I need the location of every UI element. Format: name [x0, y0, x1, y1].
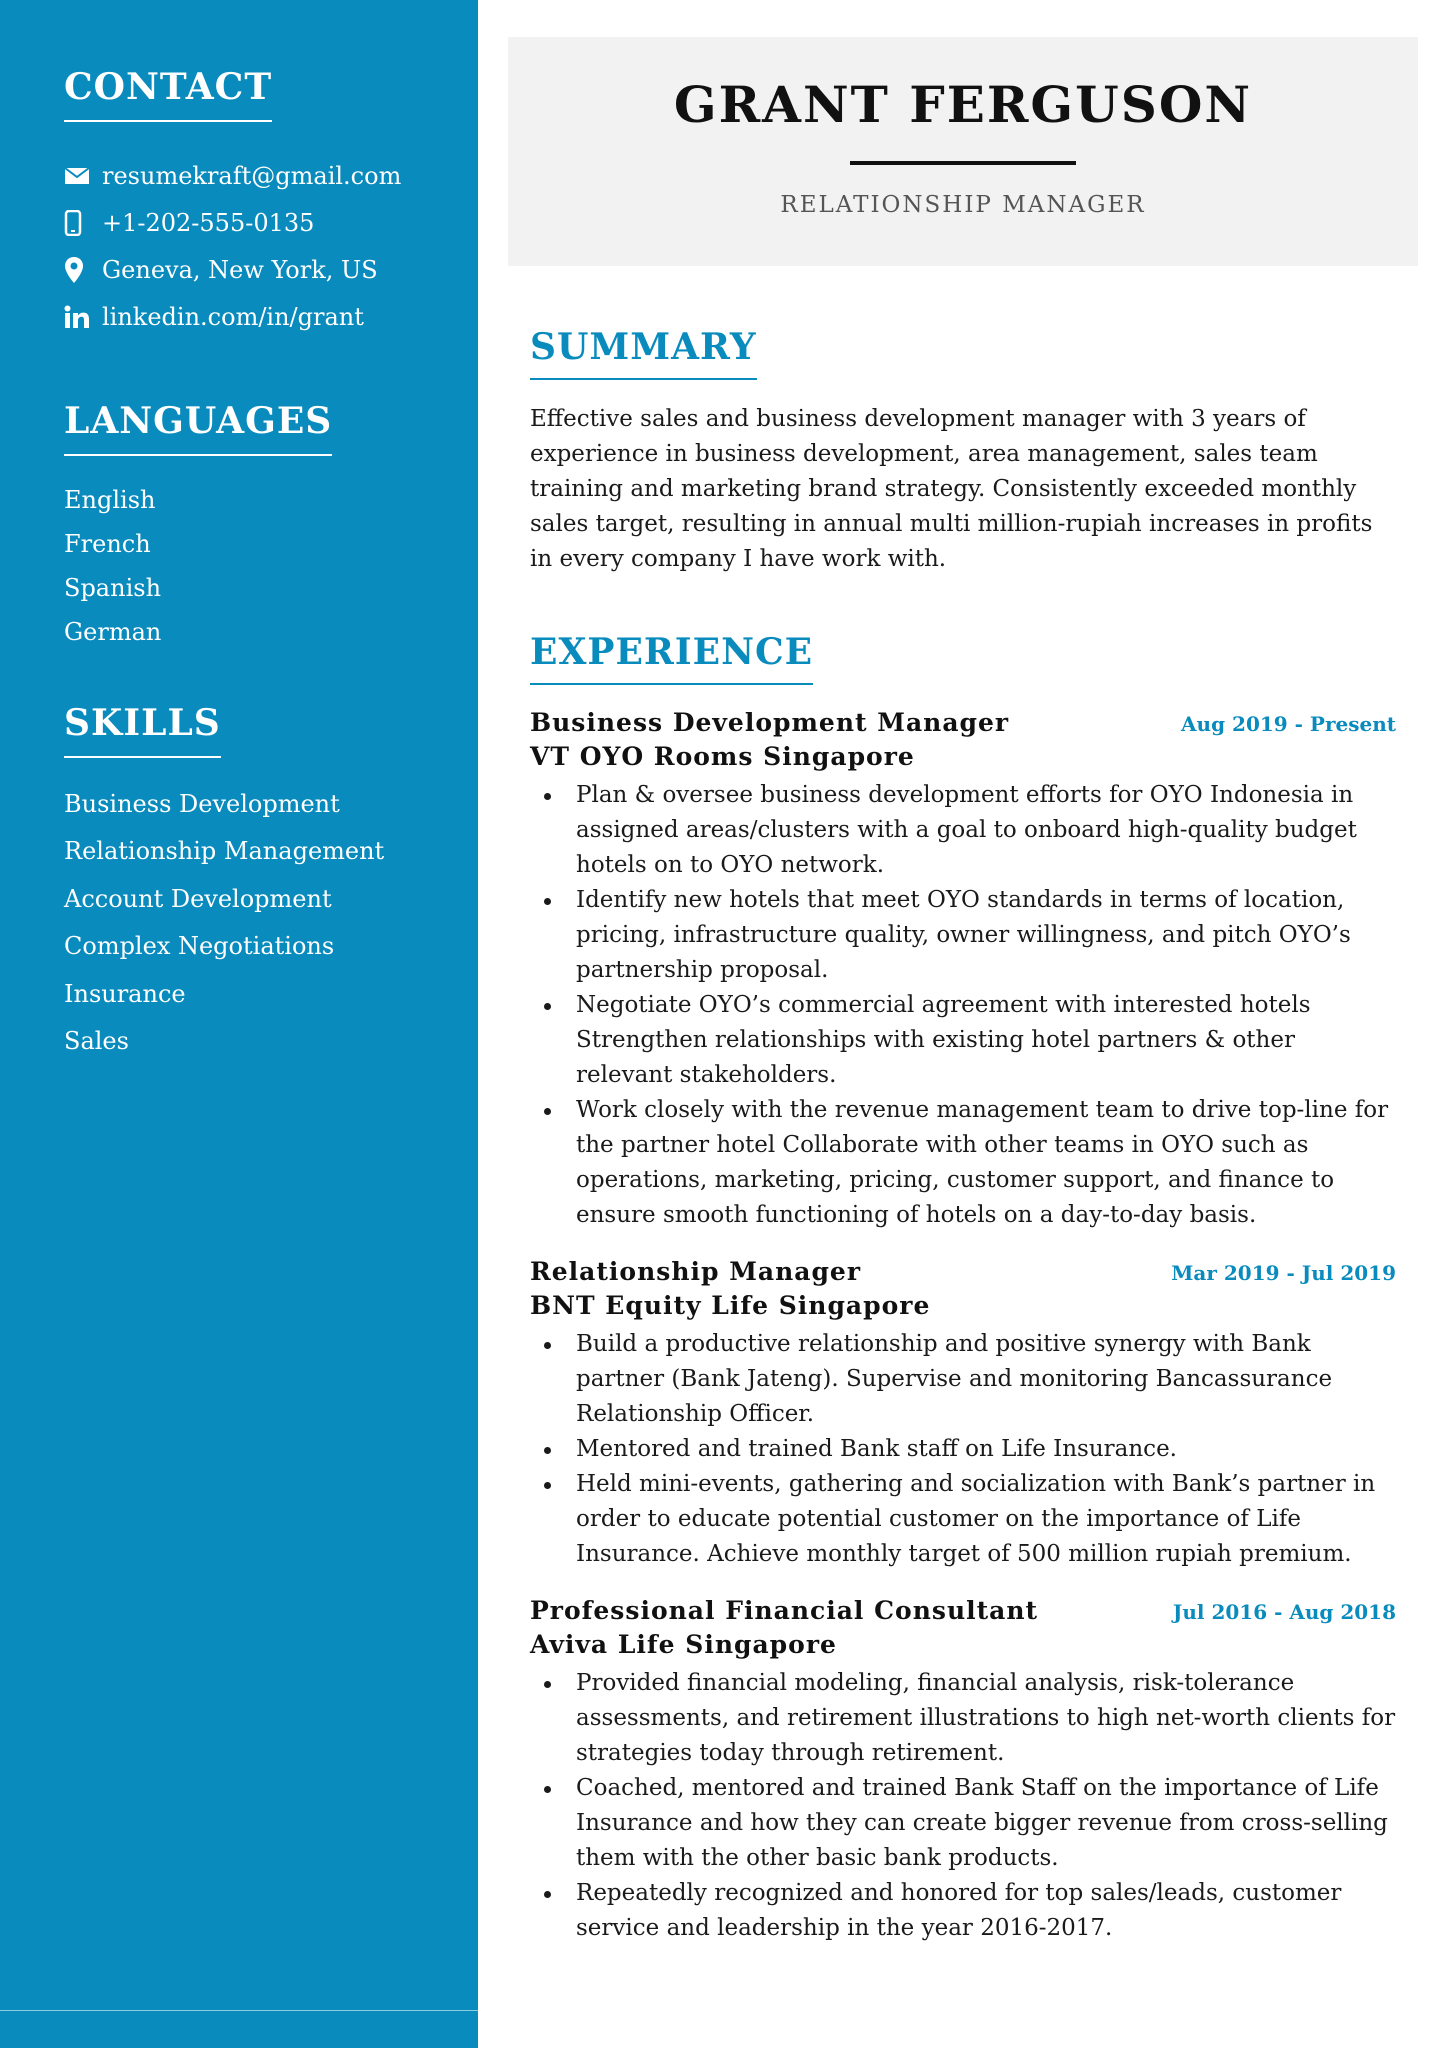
- job-company: Aviva Life Singapore: [530, 1630, 837, 1659]
- contact-linkedin-text: linkedin.com/in/grant: [102, 302, 364, 331]
- job-bullet: Identify new hotels that meet OYO standards in terms of location, pricing, infrastructure quality, owner willingness, and pitch OYO’s partnership proposal.: [530, 883, 1396, 988]
- skill-item: Insurance: [64, 979, 186, 1008]
- languages-section: [64, 400, 332, 654]
- job-header: [530, 1596, 1396, 1630]
- job-role: Relationship Manager: [530, 1257, 862, 1286]
- job-bullet: Mentored and trained Bank staff on Life Insurance.: [530, 1432, 1396, 1467]
- job-bullet: Plan & oversee business development efforts for OYO Indonesia in assigned areas/clusters with a goal to onboard high-quality budget hotels on to OYO network.: [530, 778, 1396, 883]
- job-dates: Aug 2019 - Present: [1181, 712, 1396, 736]
- language-item: Spanish: [64, 574, 162, 602]
- contact-email[interactable]: [64, 152, 401, 199]
- job-bullet: Provided financial modeling, financial analysis, risk-tolerance assessments, and retirement illustrations to high net-worth clients for strategies today through retirement.: [530, 1666, 1396, 1771]
- contact-phone[interactable]: [64, 199, 401, 246]
- location-icon: [64, 256, 102, 284]
- summary-heading: SUMMARY: [530, 326, 757, 380]
- job-entry: [530, 1257, 1396, 1572]
- summary-text: Effective sales and business development manager with 3 years of experience in business development, area management, sales team training and marketing brand strategy. Consistently exceeded monthly sales target, resulting in annual multi million-rupiah increases in profits in every company I have work with.: [530, 406, 1373, 572]
- candidate-title: RELATIONSHIP MANAGER: [780, 192, 1146, 218]
- skill-item: Complex Negotiations: [64, 932, 335, 961]
- skills-heading: SKILLS: [64, 702, 221, 758]
- job-company: VT OYO Rooms Singapore: [530, 742, 915, 771]
- experience-heading: EXPERIENCE: [530, 631, 813, 685]
- contact-section: [64, 66, 401, 340]
- job-header: [530, 708, 1396, 742]
- job-entry: [530, 708, 1396, 1233]
- linkedin-icon: [64, 305, 102, 329]
- skill-item: Sales: [64, 1027, 129, 1056]
- language-item: English: [64, 486, 156, 514]
- job-bullet: Coached, mentored and trained Bank Staff on the importance of Life Insurance and how they can create bigger revenue from cross-selling them with the other basic bank products.: [530, 1771, 1396, 1876]
- job-dates: Jul 2016 - Aug 2018: [1172, 1600, 1396, 1624]
- job-bullet: Negotiate OYO’s commercial agreement with interested hotels Strengthen relationships with existing hotel partners & other relevant stakeholders.: [530, 988, 1396, 1093]
- contact-location-text: Geneva, New York, US: [102, 255, 378, 284]
- phone-icon: [64, 210, 102, 236]
- job-bullets: [530, 1666, 1396, 1946]
- skill-item: Account Development: [64, 884, 332, 913]
- contact-phone-text: +1-202-555-0135: [102, 208, 315, 237]
- sidebar: [0, 0, 478, 2048]
- contact-linkedin[interactable]: [64, 293, 401, 340]
- job-bullet: Repeatedly recognized and honored for top sales/leads, customer service and leadership in the year 2016-2017.: [530, 1876, 1396, 1946]
- contact-location: [64, 246, 401, 293]
- job-role: Business Development Manager: [530, 708, 1010, 737]
- job-bullet: Held mini-events, gathering and socialization with Bank’s partner in order to educate potential customer on the importance of Life Insurance. Achieve monthly target of 500 million rupiah premium.: [530, 1467, 1396, 1572]
- job-bullets: [530, 778, 1396, 1233]
- job-company: BNT Equity Life Singapore: [530, 1291, 931, 1320]
- skills-list: [64, 780, 384, 1065]
- job-bullets: [530, 1327, 1396, 1572]
- skill-item: Relationship Management: [64, 837, 385, 866]
- skill-item: Business Development: [64, 789, 340, 818]
- languages-heading: LANGUAGES: [64, 400, 332, 456]
- resume-header: [508, 37, 1418, 266]
- job-entry: [530, 1596, 1396, 1946]
- job-role: Professional Financial Consultant: [530, 1596, 1039, 1625]
- language-item: German: [64, 618, 162, 646]
- contact-heading: CONTACT: [64, 66, 272, 122]
- contact-list: [64, 152, 401, 340]
- name-divider: [850, 161, 1076, 165]
- job-bullet: Build a productive relationship and positive synergy with Bank partner (Bank Jateng). Supervise and monitoring Bancassurance Relationship Officer.: [530, 1327, 1396, 1432]
- language-item: French: [64, 530, 151, 558]
- job-dates: Mar 2019 - Jul 2019: [1171, 1261, 1396, 1285]
- languages-list: [64, 478, 332, 654]
- candidate-name: GRANT FERGUSON: [673, 75, 1253, 134]
- contact-email-text: resumekraft@gmail.com: [102, 161, 402, 190]
- email-icon: [64, 167, 102, 185]
- skills-section: [64, 702, 384, 1065]
- job-header: [530, 1257, 1396, 1291]
- job-bullet: Work closely with the revenue management team to drive top-line for the partner hotel Collaborate with other teams in OYO such as operations, marketing, pricing, customer support, and finance to ensure smooth functioning of hotels on a day-to-day basis.: [530, 1093, 1396, 1233]
- sidebar-divider: [0, 2010, 478, 2011]
